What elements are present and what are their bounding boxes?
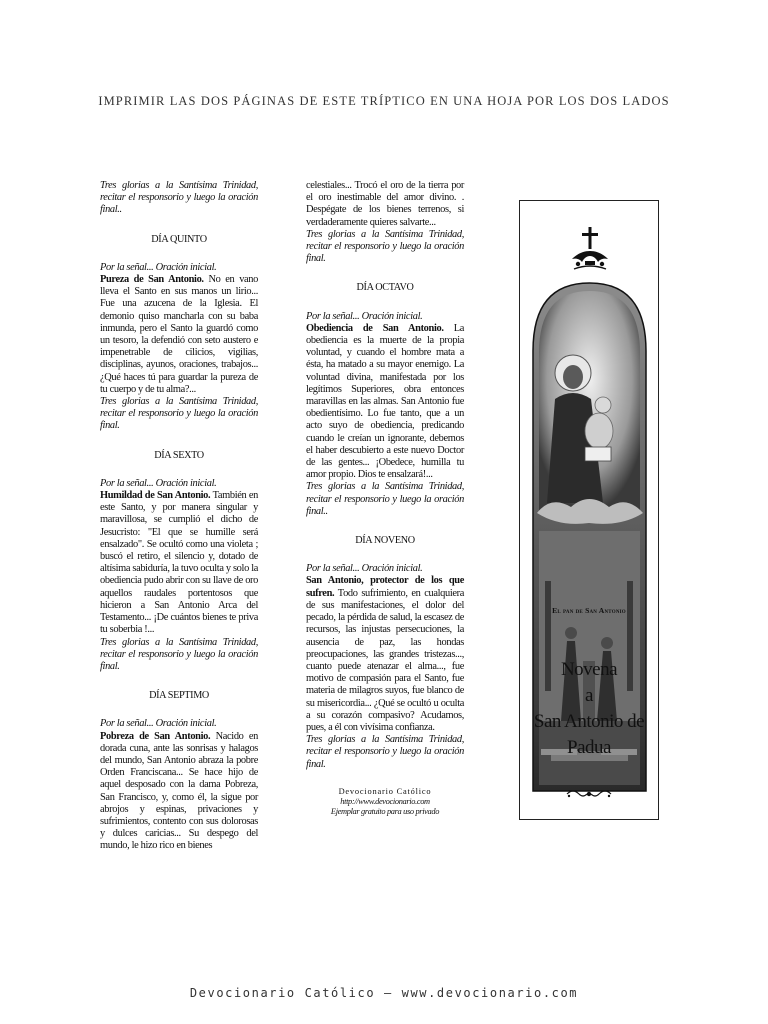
- day-text: [100, 490, 258, 636]
- prayer-rubric: Tres glorias a la Santísima Trinidad, recitar el responsorio y luego la oración final.: [100, 396, 258, 432]
- day-text: [100, 731, 258, 853]
- credit-url[interactable]: http://www.devocionario.com: [340, 796, 430, 806]
- prayer-rubric: Tres glorias a la Santísima Trinidad, recitar el responsorio y luego la oración final..: [100, 180, 258, 216]
- flourish-ornament-icon: [565, 787, 613, 801]
- prayer-rubric: Tres glorias a la Santísima Trinidad, recitar el responsorio y luego la oración final.: [306, 228, 464, 265]
- prayer-rubric: Tres glorias a la Santísima Trinidad, recitar el responsorio y luego la oración final.: [100, 636, 258, 672]
- day-text: [100, 274, 258, 396]
- day-topic: Pobreza de San Antonio.: [100, 730, 211, 742]
- day-heading: DÍA NOVENO: [355, 535, 415, 547]
- day-topic: San Antonio, protector de los que sufren.: [306, 575, 464, 599]
- day-topic: Pureza de San Antonio.: [100, 274, 204, 286]
- prayer-rubric: Por la señal... Oración inicial.: [306, 310, 423, 322]
- cover-card: [519, 200, 659, 820]
- column-1: [100, 180, 258, 853]
- image-caption: El pan de San Antonio: [552, 606, 626, 615]
- credit-name: Devocionario Católico: [338, 786, 432, 796]
- day-heading: DÍA SEXTO: [154, 449, 204, 461]
- day-body: celestiales... Trocó el oro de la tierra por el oro inestimable del amor divino. . Despégate de los bienes terrenos, si verdaderamente quieres salvarte...: [306, 180, 464, 228]
- prayer-rubric: Tres glorias a la Santísima Trinidad, recitar el responsorio y luego la oración final.: [306, 734, 464, 770]
- cover-title-line: a: [585, 685, 593, 706]
- cover-title: [520, 657, 658, 761]
- day-heading: DÍA SEPTIMO: [149, 690, 209, 702]
- day-body: No en vano lleva el Santo en sus manos un lirio... Fue una azucena de la Iglesia. El demonio quiso mancharla con su baba inmunda, pero el Santo la guardó como un tesoro, la defendió con seto austero e impenetrable de cilicios, vigilias, disciplinas, ayunos, oraciones, trabajos... ¿Qué haces tú para guardar la pureza de tu cuerpo y de tu alma?...: [100, 274, 258, 395]
- prayer-rubric: Por la señal... Oración inicial.: [100, 261, 217, 273]
- day-topic: Humildad de San Antonio.: [100, 490, 211, 502]
- prayer-rubric: Por la señal... Oración inicial.: [100, 477, 217, 489]
- column-2: [306, 180, 464, 817]
- day-body: La obediencia es la muerte de la propia voluntad, y cuando el hombre mata a ésta, ha matado a su mayor enemigo. La voluntad divina, manifestada por los legítimos Superiores, obra entonces maravillas en las almas. San Antonio fue obedientísimo. Lo fue tanto, que a un acto suyo de obediencia, predicando cuando le creían un ignorante, debemos el haber descubierto a este nuevo Doctor de las gentes... ¡Obedece, humilla tu amor propio. Dios te ensalzará!...: [306, 322, 464, 481]
- day-topic: Obediencia de San Antonio.: [306, 322, 444, 334]
- day-heading: DÍA OCTAVO: [356, 282, 414, 294]
- day-body: Todo sufrimiento, en cualquiera de sus manifestaciones, el dolor del pecado, la pérdida de salud, la escasez de recursos, las injustas persecuciones, la ausencia de paz, las hondas preocupaciones, las grandes tristezas..., cuanto puede atenazar el alma..., fue motivo de compasión para el Santo, fue materia de milagros suyos, fue blanco de su misericordia... ¿Qué se ocultó u oculta a su corazón compasivo? Acudamos, pues, a él con vivísima confianza.: [306, 587, 464, 733]
- cover-title-line: San Antonio de Padua: [533, 711, 645, 758]
- prayer-rubric: Por la señal... Oración inicial.: [100, 718, 217, 730]
- credit-block: [306, 787, 464, 817]
- prayer-rubric: Tres glorias a la Santísima Trinidad, recitar el responsorio y luego la oración final..: [306, 481, 464, 517]
- page-footer: Devocionario Católico – www.devocionario.com: [189, 986, 579, 1000]
- day-body: Nacido en dorada cuna, ante las sonrisas y halagos del mundo, San Antonio abraza la pobre Orden Franciscana... Se hace hijo de aquel desposado con la dama Pobreza, San Francisco, y, como él, la sigue por abrojos y espinas, privaciones y sufrimientos, contento con sus dolorosas y dulces caricias... Su despego del mundo, le hizo rico en bienes: [100, 730, 259, 852]
- cover-title-line: Novena: [560, 659, 618, 680]
- day-text: [306, 323, 464, 482]
- cross-ornament-icon: [568, 225, 612, 273]
- day-body: También en este Santo, y por manera singular y maravillosa, se cumplió el dicho de Jesucristo: "El que se humille será ensalzado". Se ocultó como una violeta ; buscó el retiro, el silencio y, dotado de altísima sabiduría, la tuvo oculta y solo la obediencia pudo abrir con su llave de oro aquellos raudales portentosos que hicieron a San Antonio Arca del Testamento... ¡De cuántos bienes te priva tu soberbia !...: [100, 490, 259, 636]
- day-text: [306, 575, 464, 734]
- print-instruction: IMPRIMIR LAS DOS PÁGINAS DE ESTE TRÍPTICO EN UNA HOJA POR LOS DOS LADOS: [98, 94, 670, 108]
- day-heading: DÍA QUINTO: [151, 233, 207, 245]
- prayer-rubric: Por la señal... Oración inicial.: [306, 563, 423, 575]
- credit-note: Ejemplar gratuito para uso privado: [330, 806, 440, 816]
